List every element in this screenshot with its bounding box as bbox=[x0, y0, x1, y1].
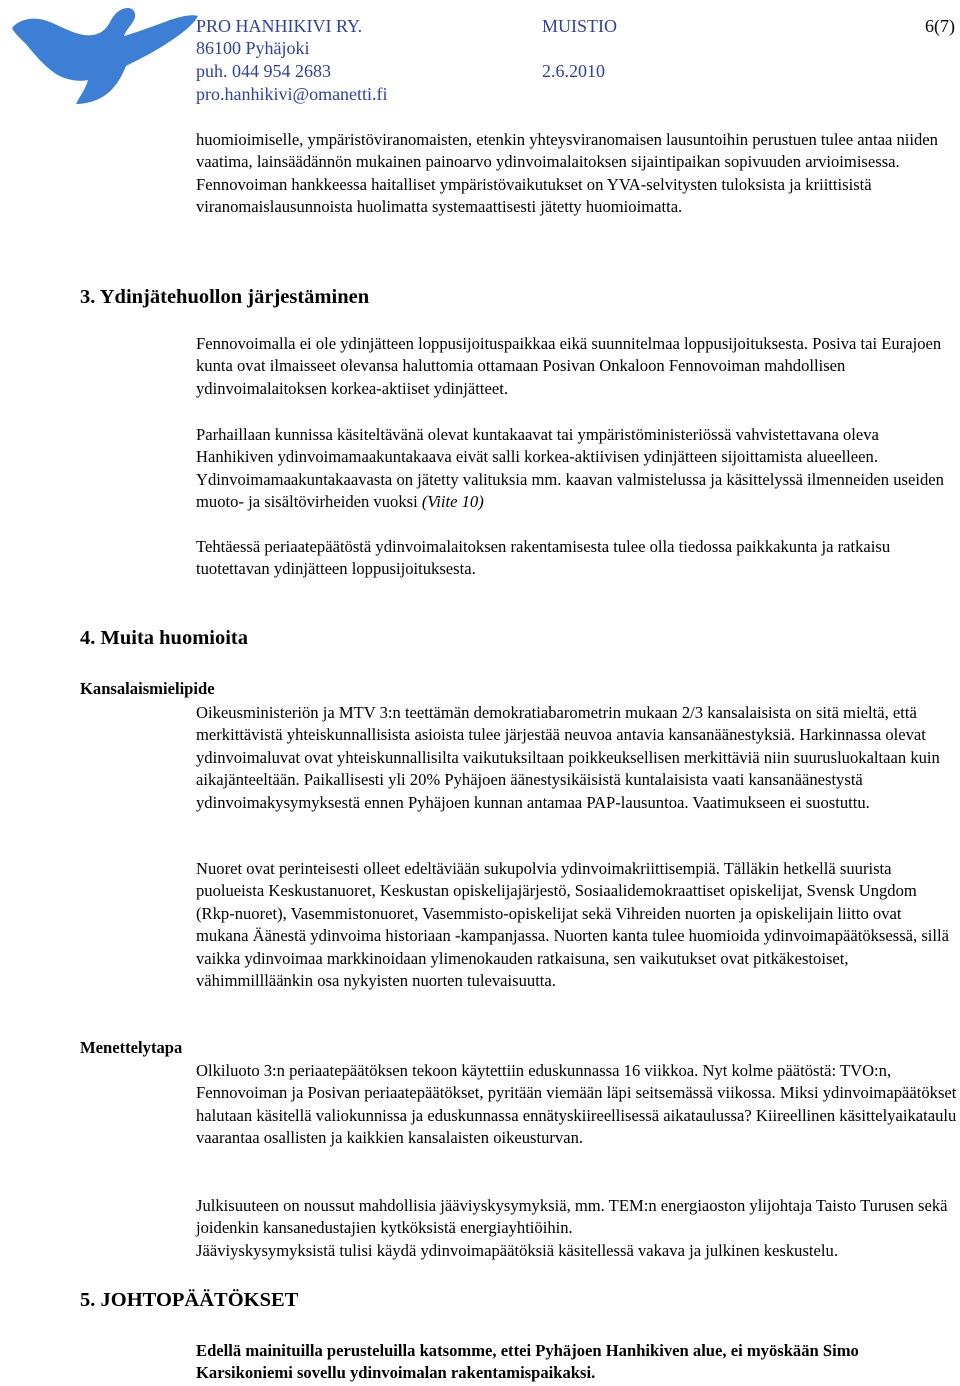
section-3-heading bbox=[80, 286, 369, 309]
header-date: 2.6.2010 bbox=[542, 61, 605, 81]
header-phone: puh. 044 954 2683 bbox=[196, 61, 331, 81]
page-number: 6(7) bbox=[925, 16, 955, 36]
reference-link: (Viite 10) bbox=[421, 492, 484, 512]
section-3-title: Ydinjätehuollon järjestäminen bbox=[99, 286, 370, 308]
section-5-number: 5. bbox=[80, 1289, 96, 1311]
blue-goose-logo-icon bbox=[6, 0, 202, 108]
header-email: pro.hanhikivi@omanetti.fi bbox=[196, 84, 388, 104]
section-5-heading bbox=[80, 1289, 298, 1312]
menettelytapa-para-1: Olkiluoto 3:n periaatepäätöksen tekoon käytettiin eduskunnassa 16 viikkoa. Nyt kolme päätöstä: TVO:n, Fennovoiman ja Posivan periaatepäätökset, pyritään viemään läpi seitsemässä viikossa. Miksi ydinvoimapäätökset halutaan käsitellä valiokunnissa ja eduskunnassa ennätyskiireellisessä aikataulussa? Kiireellinen käsittelyaikataulu vaarantaa osallisten ja kaikkien kansalaisten oikeusturvan. bbox=[196, 1061, 957, 1148]
header-postcode-city: 86100 Pyhäjoki bbox=[196, 38, 310, 58]
intro-paragraph: huomioimiselle, ympäristöviranomaisten, etenkin yhteysviranomaisen lausuntoihin perustuen tulee antaa niiden vaatima, lainsäädännön mukainen painoarvo ydinvoimalaitoksen sijaintipaikan sopivuuden arvioimisessa. Fennovoiman hankkeessa haitalliset ympäristövaikutukset on YVA-selvitysten tuloksista ja kriittisistä viranomaislausunnoista huolimatta systemaattisesti jätetty huomioimatta. bbox=[196, 130, 938, 217]
section-4-title: Muita huomioita bbox=[100, 627, 248, 649]
section-5-title: JOHTOPÄÄTÖKSET bbox=[100, 1289, 299, 1311]
conclusion-paragraph: Edellä mainituilla perusteluilla katsomme, ettei Pyhäjoen Hanhikiven alue, ei myöskään Simo Karsikoniemi sovellu ydinvoimalan rakentamispaikaksi. bbox=[196, 1341, 859, 1383]
section-3-para-3: Tehtäessä periaatepäätöstä ydinvoimalaitoksen rakentamisesta tulee olla tiedossa paikkakunta ja ratkaisu tuotettavan ydinjätteen loppusijoituksesta. bbox=[196, 537, 891, 579]
section-4-number: 4. bbox=[80, 627, 96, 649]
subheading-kansalaismielipide: Kansalaismielipide bbox=[80, 679, 215, 698]
kansalaismielipide-para-1: Oikeusministeriön ja MTV 3:n teettämän demokratiabarometrin mukaan 2/3 kansalaisista on sitä mieltä, että merkittävistä yhteiskunnallisista asioista tulee järjestää neuvoa antavia kansanäänestyksiä. Harkinnassa olevat ydinvoimaluvat ovat yhteiskunnallisilta vaikutuksiltaan poikkeuksellisen merkittäviä niin suurusluokaltaan kuin aikajänteeltään. Paikallisesti yli 20% Pyhäjoen äänestysikäisistä kuntalaisista vaati kansanäänestystä ydinvoimakysymyksestä ennen Pyhäjoen kunnan antamaa PAP-lausuntoa. Vaatimukseen ei suostuttu. bbox=[196, 703, 940, 812]
header-doc-type: MUISTIO bbox=[542, 16, 617, 36]
kansalaismielipide-para-2: Nuoret ovat perinteisesti olleet edeltäviään sukupolvia ydinvoimakriittisempiä. Tälläkin hetkellä suurista puolueista Keskustanuoret, Keskustan opiskelijajärjestö, Sosiaalidemokraattiset opiskelijat, Svensk Ungdom (Rkp-nuoret), Vasemmistonuoret, Vasemmisto-opiskelijat sekä Vihreiden nuorten ja opiskelijain liitto ovat mukana Äänestä ydinvoima historiaan -kampanjassa. Nuorten kanta tulee huomioida ydinvoimapäätöksessä, sillä vaikka ydinvoimaa markkinoidaan ylimenokauden ratkaisuna, sen vaikutukset ovat pitkäkestoiset, vähimmillläänkin osa nykyisten nuorten tulevaisuutta. bbox=[196, 859, 949, 991]
section-3-para-2 bbox=[196, 424, 958, 514]
section-4-heading bbox=[80, 627, 248, 650]
section-3-number: 3. bbox=[80, 286, 96, 308]
menettelytapa-para-2 bbox=[196, 1195, 958, 1262]
section-3-para-1: Fennovoimalla ei ole ydinjätteen loppusijoituspaikkaa eikä suunnitelmaa loppusijoituksesta. Posiva tai Eurajoen kunta ovat ilmaisseet olevansa haluttomia ottamaan Posivan Onkaloon Fennovoiman mahdollisen ydinvoimalaitoksen korkea-aktiiset ydinjätteet. bbox=[196, 334, 942, 398]
header-org: PRO HANHIKIVI RY. bbox=[196, 16, 363, 36]
menettelytapa-para-2-line-1: Julkisuuteen on noussut mahdollisia jääviyskysymyksiä, mm. TEM:n energiaoston ylijohtaja Taisto Turusen sekä joidenkin kansanedustajien kytköksistä energiayhtiöihin. bbox=[196, 1196, 948, 1238]
subheading-menettelytapa: Menettelytapa bbox=[80, 1038, 183, 1057]
menettelytapa-para-2-line-2: Jääviyskysymyksistä tulisi käydä ydinvoimapäätöksiä käsitellessä vakava ja julkinen keskustelu. bbox=[196, 1240, 838, 1260]
section-3-para-2-text: Parhaillaan kunnissa käsiteltävänä olevat kuntakaavat tai ympäristöministeriössä vahvistettavana oleva Hanhikiven ydinvoimamaakuntakaava eivät salli korkea-aktiivisen ydinjätteen sijoittamista alueelleen. Ydinvoimamaakuntakaavasta on jätetty valituksia mm. kaavan valmistelussa ja käsittelyssä ilmenneiden useiden muoto- ja sisältövirheiden vuoksi bbox=[196, 425, 944, 512]
